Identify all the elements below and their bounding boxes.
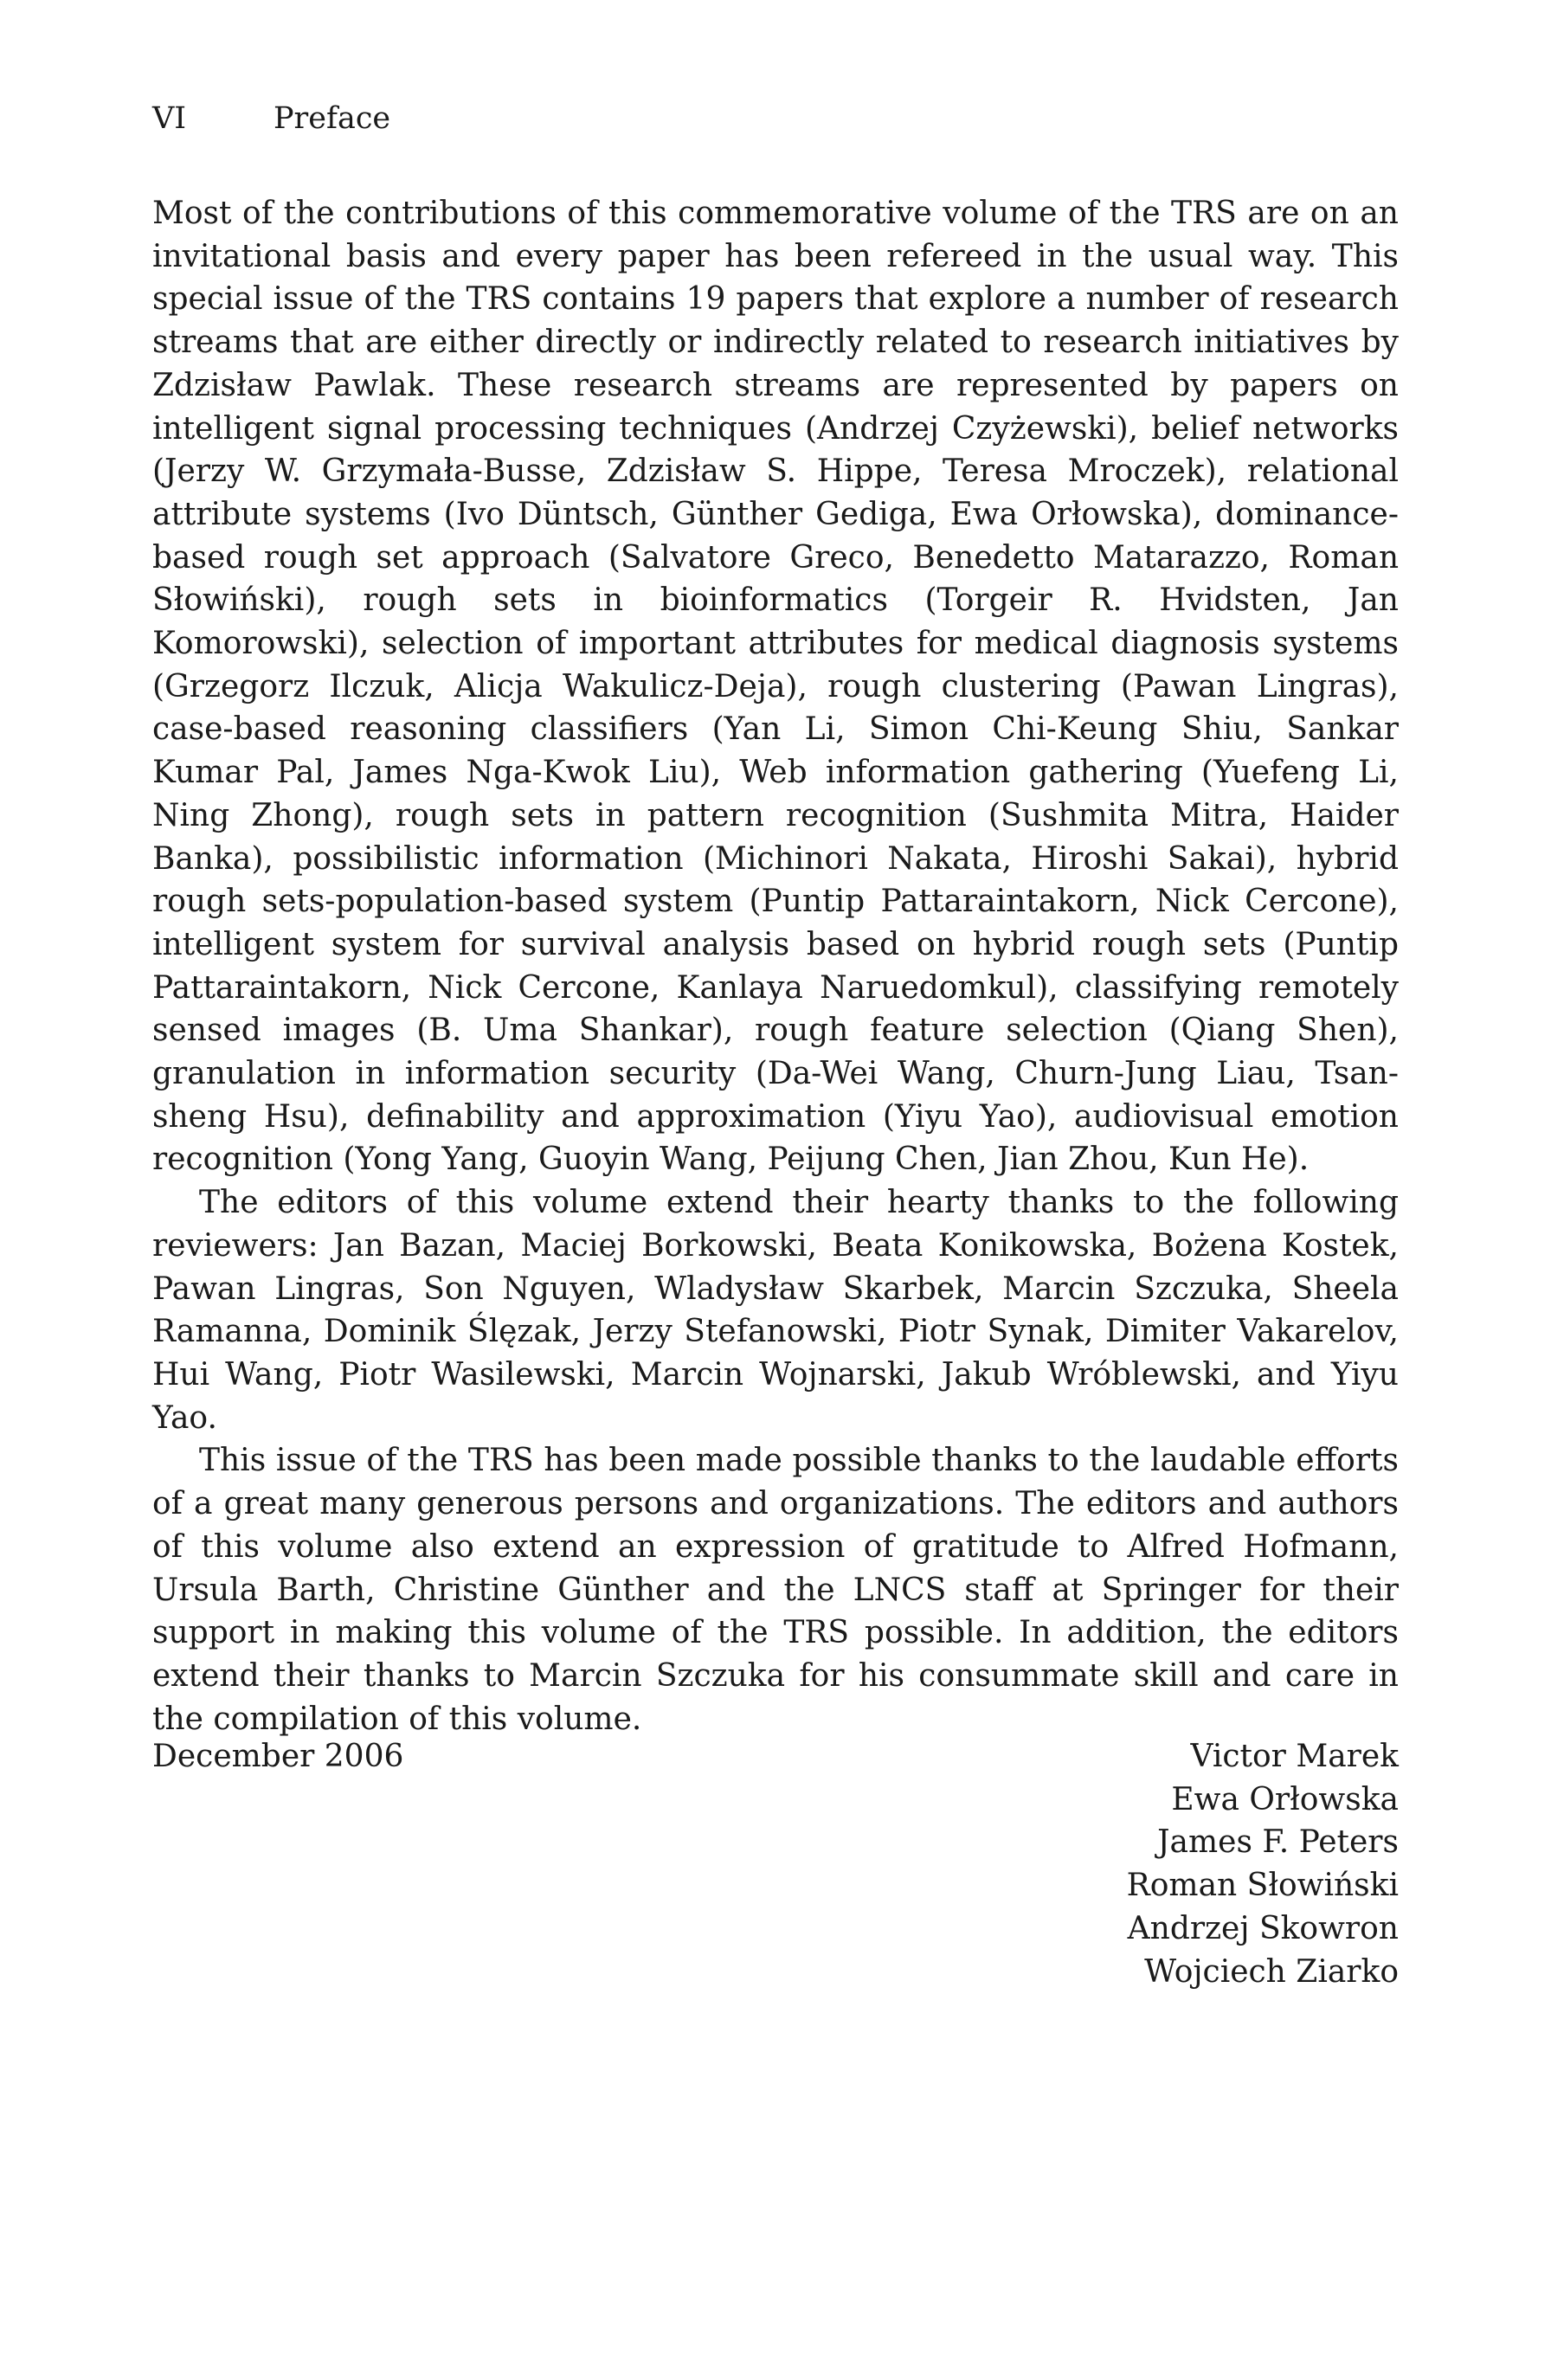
- paragraph-acknowledgements: This issue of the TRS has been made possible thanks to the laudable efforts of a great many generous persons and organizations. The editors and authors of this volume also extend an expression of gratitude to Alfred Hofmann, Ursula Barth, Christine Günther and the LNCS staff at Springer for their support in making this volume of the TRS possible. In addition, the editors extend their thanks to Marcin Szczuka for his consummate skill and care in the compilation of this volume.: [152, 1443, 1399, 1737]
- editor-signatures: [1127, 1735, 1399, 1993]
- page-number: VI: [152, 101, 187, 136]
- editor-name: Ewa Orłowska: [1171, 1781, 1399, 1817]
- running-head: [152, 97, 390, 140]
- preface-body: [152, 192, 1399, 1740]
- editor-name: Andrzej Skowron: [1127, 1910, 1399, 1946]
- date-line: December 2006: [152, 1739, 404, 1774]
- paragraph-contributions: Most of the contributions of this commemorative volume of the TRS are on an invitational basis and every paper has been refereed in the usual way. This special issue of the TRS contains 19 papers that explore a number of research streams that are either directly or indirectly related to research initiatives by Zdzisław Pawlak. These research streams are represented by papers on intelligent signal processing techniques (Andrzej Czyżewski), belief networks (Jerzy W. Grzymała-Busse, Zdzisław S. Hippe, Teresa Mroczek), relational attribute systems (Ivo Düntsch, Günther Gediga, Ewa Orłowska), dominance-based rough set approach (Salvatore Greco, Benedetto Matarazzo, Roman Słowiński), rough sets in bioinformatics (Torgeir R. Hvidsten, Jan Komorowski), selection of important attributes for medical diagnosis systems (Grzegorz Ilczuk, Alicja Wakulicz-Deja), rough clustering (Pawan Lingras), case-based reasoning classifiers (Yan Li, Simon Chi-Keung Shiu, Sankar Kumar Pal, James Nga-Kwok Liu), Web information gathering (Yuefeng Li, Ning Zhong), rough sets in pattern recognition (Sushmita Mitra, Haider Banka), possibilistic information (Michinori Nakata, Hiroshi Sakai), hybrid rough sets-population-based system (Puntip Pattaraintakorn, Nick Cercone), intelligent system for survival analysis based on hybrid rough sets (Puntip Pattaraintakorn, Nick Cercone, Kanlaya Naruedomkul), classifying remotely sensed images (B. Uma Shankar), rough feature selection (Qiang Shen), granulation in information security (Da-Wei Wang, Churn-Jung Liau, Tsan-sheng Hsu), definability and approximation (Yiyu Yao), audiovisual emotion recognition (Yong Yang, Guoyin Wang, Peijung Chen, Jian Zhou, Kun He).: [152, 196, 1399, 1178]
- editor-name: James F. Peters: [1157, 1824, 1399, 1861]
- section-title: Preface: [274, 101, 391, 136]
- editor-name: Roman Słowiński: [1126, 1868, 1399, 1904]
- editor-name: Wojciech Ziarko: [1144, 1953, 1399, 1990]
- editor-name: Victor Marek: [1190, 1739, 1399, 1774]
- paragraph-reviewers: The editors of this volume extend their hearty thanks to the following reviewers: Jan Bazan, Maciej Borkowski, Beata Konikowska, Bożena Kostek, Pawan Lingras, Son Nguyen, Wladysław Skarbek, Marcin Szczuka, Sheela Ramanna, Dominik Ślęzak, Jerzy Stefanowski, Piotr Synak, Dimiter Vakarelov, Hui Wang, Piotr Wasilewski, Marcin Wojnarski, Jakub Wróblewski, and Yiyu Yao.: [152, 1185, 1399, 1436]
